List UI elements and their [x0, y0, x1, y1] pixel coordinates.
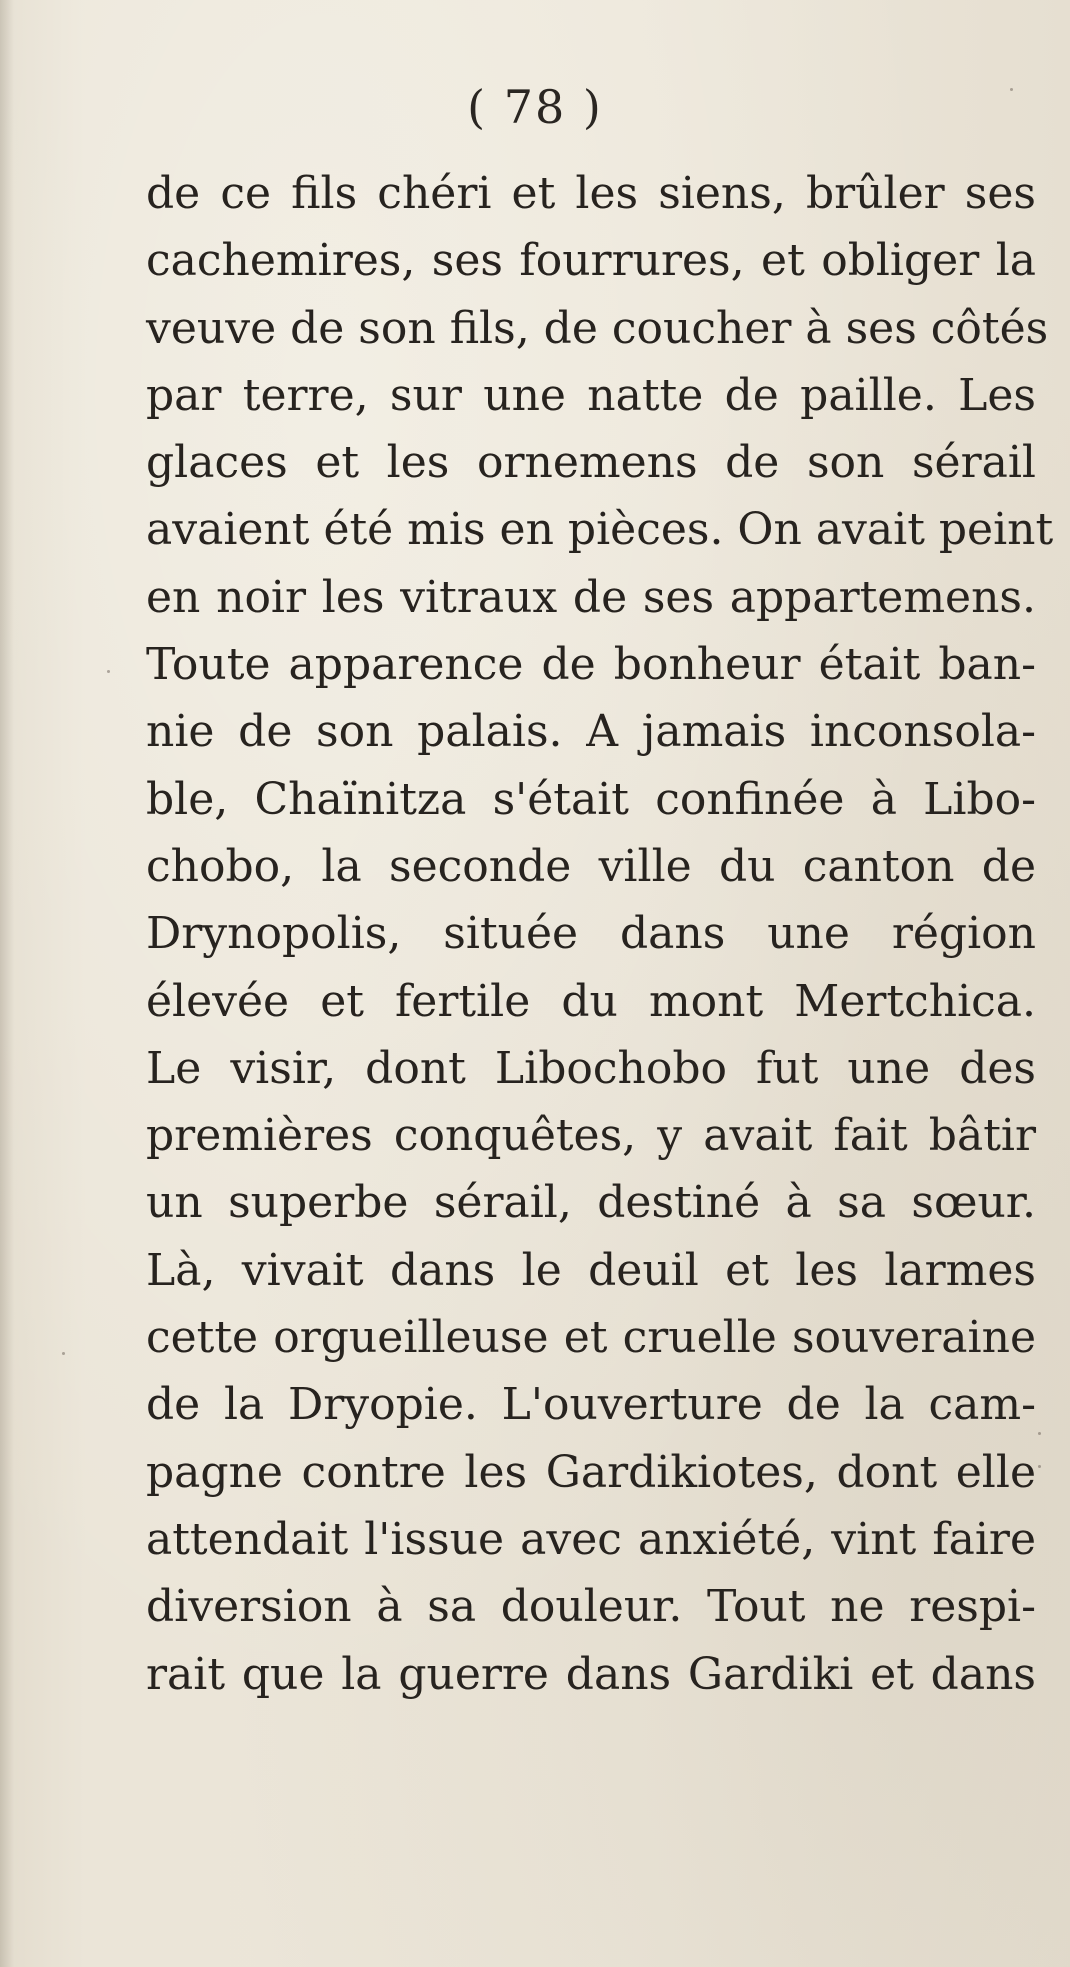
text-line: cachemires, ses fourrures, et obliger la [146, 235, 1036, 287]
text-line: glaces et les ornemens de son sérail [146, 437, 1036, 489]
text-line: de ce fils chéri et les siens, brûler ses [146, 168, 1036, 219]
text-line: veuve de son fils, de coucher à ses côtés [146, 302, 1049, 354]
text-line: pagne contre les Gardikiotes, dont elle [146, 1446, 1036, 1498]
text-line: chobo, la seconde ville du canton de [146, 840, 1036, 892]
text-line: Le visir, dont Libochobo fut une des [146, 1042, 1036, 1094]
text-line: avaient été mis en pièces. On avait peint [146, 504, 1054, 556]
text-line: en noir les vitraux de ses appartemens. [146, 571, 1036, 623]
paper-speck [1010, 88, 1013, 91]
text-line: Là, vivait dans le deuil et les larmes [146, 1244, 1036, 1296]
paper-speck [1038, 1432, 1041, 1435]
paper-speck [107, 670, 110, 673]
page-number: ( 78 ) [467, 80, 603, 134]
text-line: premières conquêtes, y avait fait bâtir [146, 1110, 1036, 1162]
text-line: nie de son palais. A jamais inconsola- [146, 706, 1036, 758]
body-text [146, 160, 1054, 1708]
text-line: rait que la guerre dans Gardiki et dans [146, 1648, 1036, 1700]
text-line: ble, Chaïnitza s'était confinée à Libo- [146, 773, 1036, 825]
text-line: un superbe sérail, destiné à sa sœur. [146, 1177, 1036, 1229]
paper-speck [1038, 1465, 1041, 1468]
text-line: Toute apparence de bonheur était ban- [146, 639, 1036, 691]
page-gutter-shadow [0, 0, 14, 1967]
text-line: diversion à sa douleur. Tout ne respi- [146, 1581, 1036, 1633]
text-line: cette orgueilleuse et cruelle souveraine [146, 1312, 1036, 1364]
text-line: Drynopolis, située dans une région [146, 908, 1036, 960]
text-line: élevée et fertile du mont Mertchica. [146, 975, 1036, 1027]
text-line: de la Dryopie. L'ouverture de la cam- [146, 1379, 1036, 1431]
text-line: par terre, sur une natte de paille. Les [146, 369, 1036, 421]
paper-speck [62, 1352, 65, 1355]
text-line: attendait l'issue avec anxiété, vint faire [146, 1513, 1036, 1565]
